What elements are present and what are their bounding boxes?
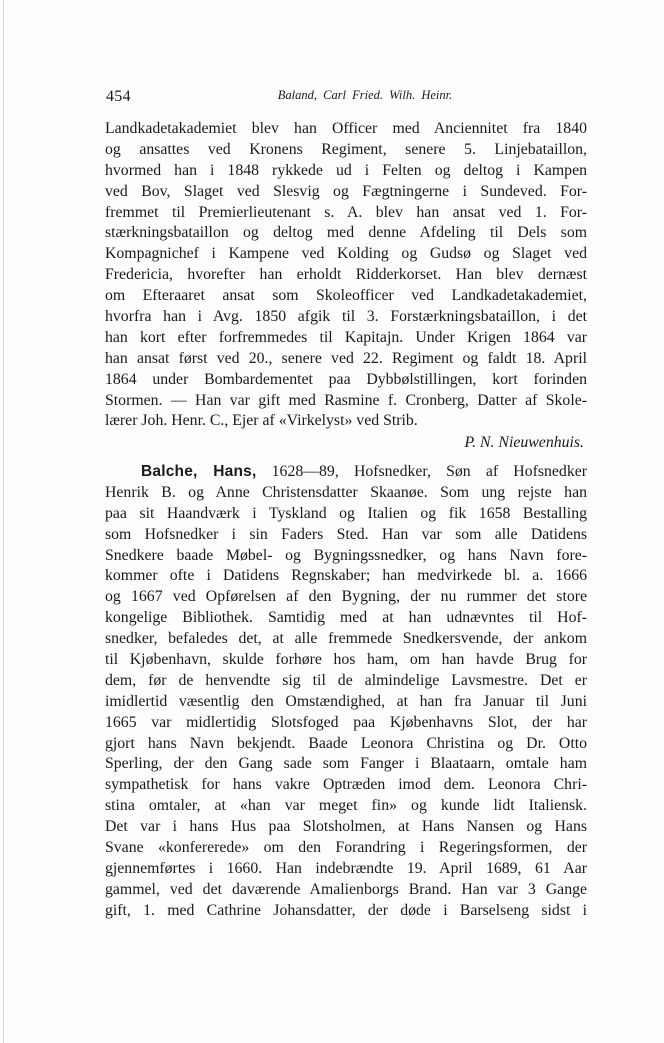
text-line: paa sit Haandværk i Tyskland og Italien og fik 1658 Bestalling	[105, 504, 587, 522]
text-line: Fredericia, hvorefter han erholdt Ridderkorset. Han blev dernæst	[105, 266, 587, 284]
text-line: Kompagnichef i Kampene ved Kolding og Gudsø og Slaget ved	[105, 245, 587, 263]
page-edge-line	[3, 0, 4, 1043]
text-line: til Kjøbenhavn, skulde forhøre hos ham, om han havde Brug for	[105, 651, 587, 669]
text-line: hvormed han i 1848 rykkede ud i Felten og deltog i Kampen	[105, 161, 587, 179]
page-header	[103, 84, 587, 108]
text-line: Svane «konfererede» om den Forandring i Regeringsformen, der	[105, 839, 587, 857]
text-line: og 1667 ved Opførelsen af den Bygning, der nu rummer det store	[105, 588, 587, 606]
text-line: 1864 under Bombardementet paa Dybbølstillingen, kort forinden	[105, 370, 587, 388]
text-line: Snedkere baade Møbel- og Bygningssnedker, og hans Navn fore-	[105, 546, 587, 564]
entry-headword: Balche, Hans,	[141, 463, 257, 480]
text-line: han kort efter forfremmedes til Kapitajn. Under Krigen 1864 var	[105, 328, 587, 346]
text-line: dem, før de henvendte sig til de almindelige Lavsmestre. Det er	[105, 671, 587, 689]
text-line: Landkadetakademiet blev han Officer med Anciennitet fra 1840	[105, 120, 587, 137]
text-line: kongelige Bibliothek. Samtidig med at han udnævntes til Hof-	[105, 609, 587, 627]
text-line: sympathetisk for hans vakre Optræden imod dem. Leonora Chri-	[105, 776, 587, 794]
text-line: Sperling, der den Gang sade som Fanger i Blaataarn, omtale ham	[105, 755, 587, 773]
text-line: han ansat først ved 20., senere ved 22. Regiment og faldt 18. April	[105, 349, 587, 367]
text-line: om Efteraaret ansat som Skoleofficer ved Landkadetakademiet,	[105, 287, 587, 305]
text-line: ved Bov, Slaget ved Slesvig og Fægtningerne i Sundeved. For-	[105, 182, 587, 200]
text-line: hvorfra han i Avg. 1850 afgik til 3. Forstærkningsbataillon, i det	[105, 308, 587, 326]
text-line: gift, 1. med Cathrine Johansdatter, der døde i Barselseng sidst i	[105, 901, 587, 919]
text-line: gammel, ved det daværende Amalienborgs Brand. Han var 3 Gange	[105, 880, 587, 898]
text-line: lærer Joh. Henr. C., Ejer af «Virkelyst» ved Strib.	[105, 412, 418, 430]
text-line: gjort hans Navn bekjendt. Baade Leonora Christina og Dr. Otto	[105, 734, 587, 752]
text-line: stina omtaler, at «han var meget fin» og kunde lidt Italiensk.	[105, 797, 587, 815]
entry-baland-continued	[105, 119, 587, 454]
author-signature: P. N. Nieuwenhuis.	[464, 434, 584, 452]
page-number: 454	[106, 88, 131, 105]
entry-first-line-text: 1628—89, Hofsnedker, Søn af Hofsnedker	[271, 463, 587, 480]
text-line: fremmet til Premierlieutenant s. A. blev han ansat ved 1. For-	[105, 203, 587, 221]
text-line: imidlertid væsentlig den Omstændighed, at han fra Januar til Juni	[105, 692, 587, 710]
text-line: Stormen. — Han var gift med Rasmine f. Cronberg, Datter af Skole-	[105, 391, 587, 409]
entry-balche-hans	[105, 462, 587, 922]
running-title: Baland, Carl Fried. Wilh. Heinr.	[277, 88, 453, 102]
text-line: Henrik B. og Anne Christensdatter Skaanøe. Som ung rejste han	[105, 483, 587, 501]
text-line: og ansattes ved Kronens Regiment, senere 5. Linjebataillon,	[105, 140, 587, 158]
text-line: som Hofsnedker i sin Faders Sted. Han var som alle Datidens	[105, 525, 587, 543]
text-line: gjennemførtes i 1660. Han indebrændte 19. April 1689, 61 Aar	[105, 859, 587, 877]
text-line: snedker, befaledes det, at alle fremmede Snedkersvende, der ankom	[105, 630, 587, 648]
text-line: 1665 var midlertidig Slotsfoged paa Kjøbenhavns Slot, der har	[105, 713, 587, 731]
text-line: stærkningsbataillon og deltog med denne Afdeling til Dels som	[105, 224, 587, 242]
text-line: Det var i hans Hus paa Slotsholmen, at Hans Nansen og Hans	[105, 818, 587, 836]
text-line: kommer ofte i Datidens Regnskaber; han medvirkede bl. a. 1666	[105, 567, 587, 585]
entry-first-line	[105, 462, 587, 483]
